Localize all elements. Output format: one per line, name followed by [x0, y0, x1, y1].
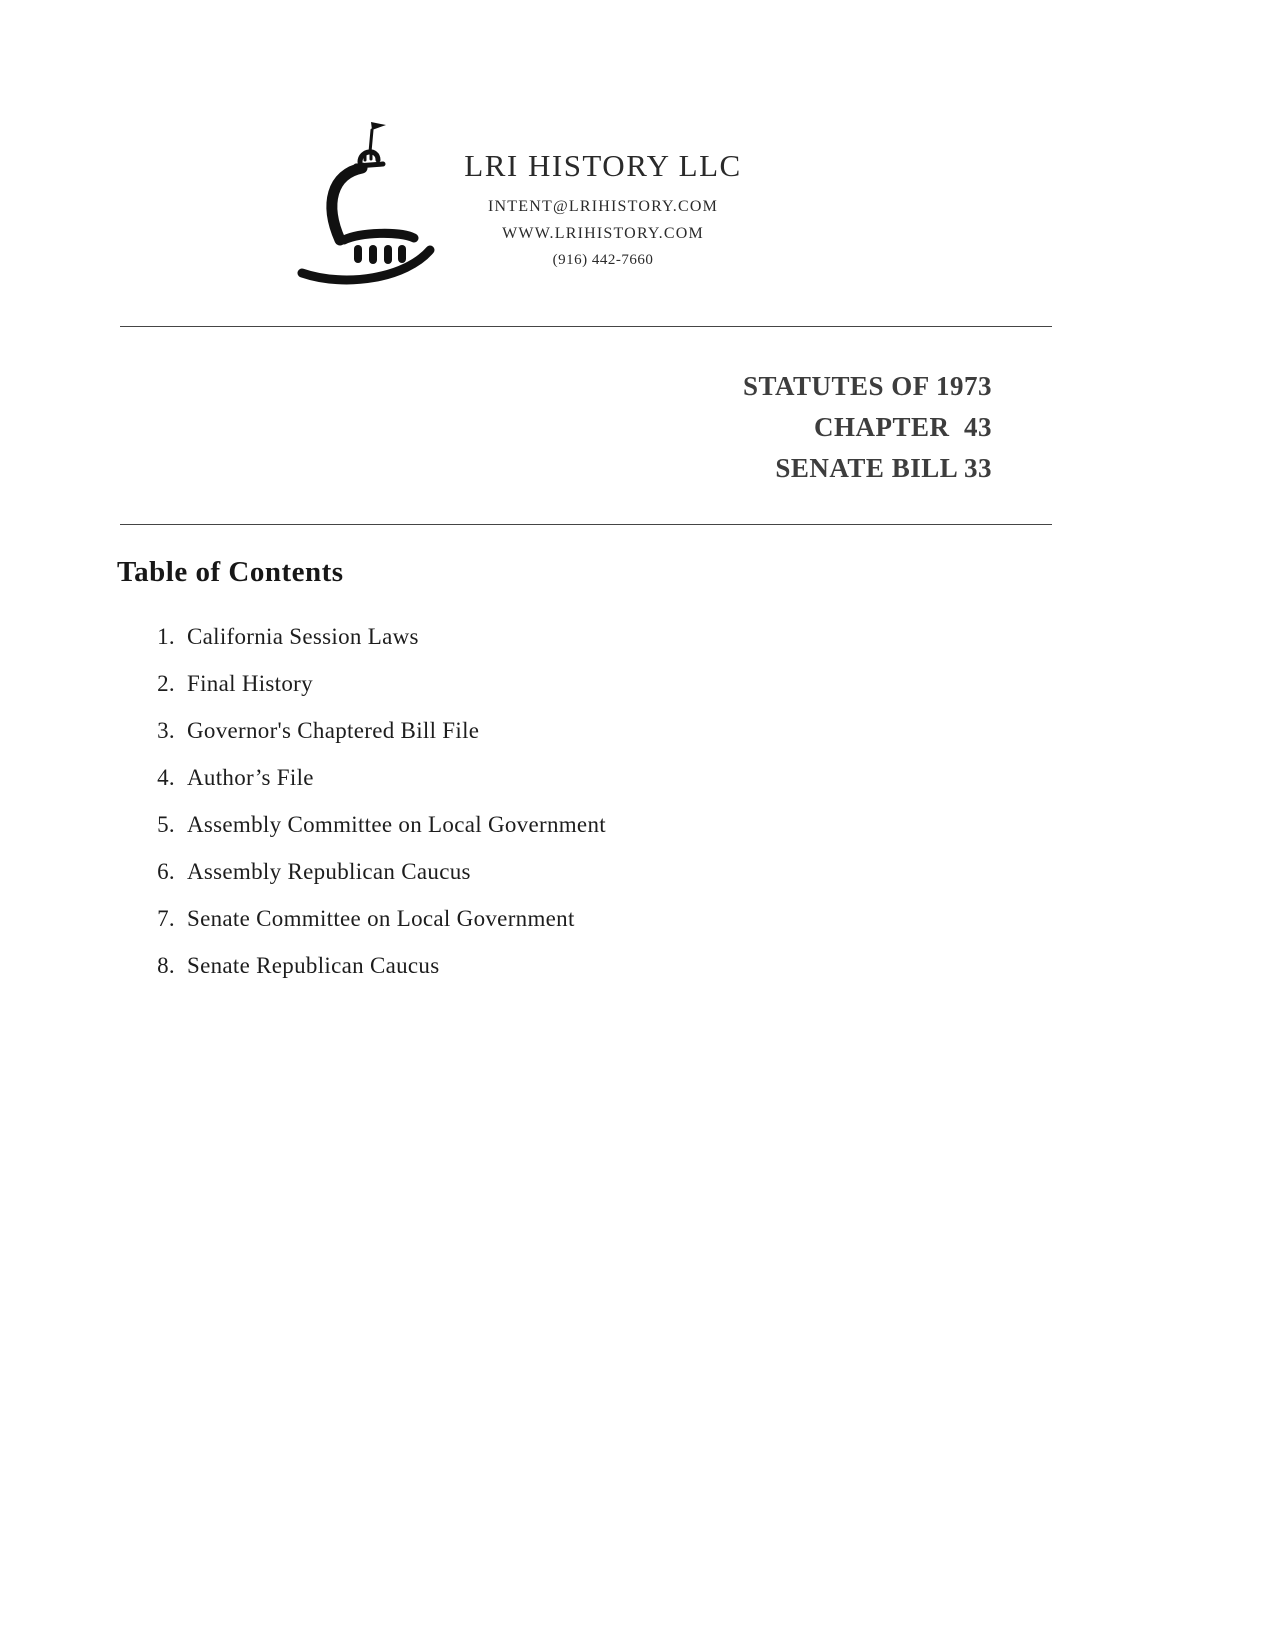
divider-top: [120, 326, 1052, 327]
toc-item: 4. Author’s File: [181, 766, 1057, 790]
company-name: LRI HISTORY LLC: [464, 148, 742, 183]
toc-item: 1. California Session Laws: [181, 625, 1057, 649]
toc-item: 2. Final History: [181, 672, 1057, 696]
company-email: INTENT@LRIHISTORY.COM: [487, 198, 719, 215]
chapter-line: CHAPTER 43: [813, 412, 992, 442]
statutes-year-line: STATUTES OF 1973: [742, 371, 992, 401]
toc-item: 8. Senate Republican Caucus: [181, 954, 1057, 978]
toc-item: 5. Assembly Committee on Local Government: [181, 813, 1057, 837]
senate-bill-line: SENATE BILL 33: [775, 453, 992, 483]
capitol-building-icon: [288, 118, 448, 288]
toc-item: 3. Governor's Chaptered Bill File: [181, 719, 1057, 743]
company-phone: (916) 442-7660: [552, 252, 654, 268]
toc-item: 7. Senate Committee on Local Government: [181, 907, 1057, 931]
letterhead: [458, 148, 748, 274]
toc-item: 6. Assembly Republican Caucus: [181, 860, 1057, 884]
table-of-contents: [117, 556, 1057, 1001]
toc-heading: Table of Contents: [117, 556, 344, 588]
divider-bottom: [120, 524, 1052, 525]
company-website: WWW.LRIHISTORY.COM: [502, 225, 704, 242]
company-logo: [288, 118, 448, 288]
statute-title-block: [743, 366, 992, 489]
toc-list: [117, 625, 1057, 978]
